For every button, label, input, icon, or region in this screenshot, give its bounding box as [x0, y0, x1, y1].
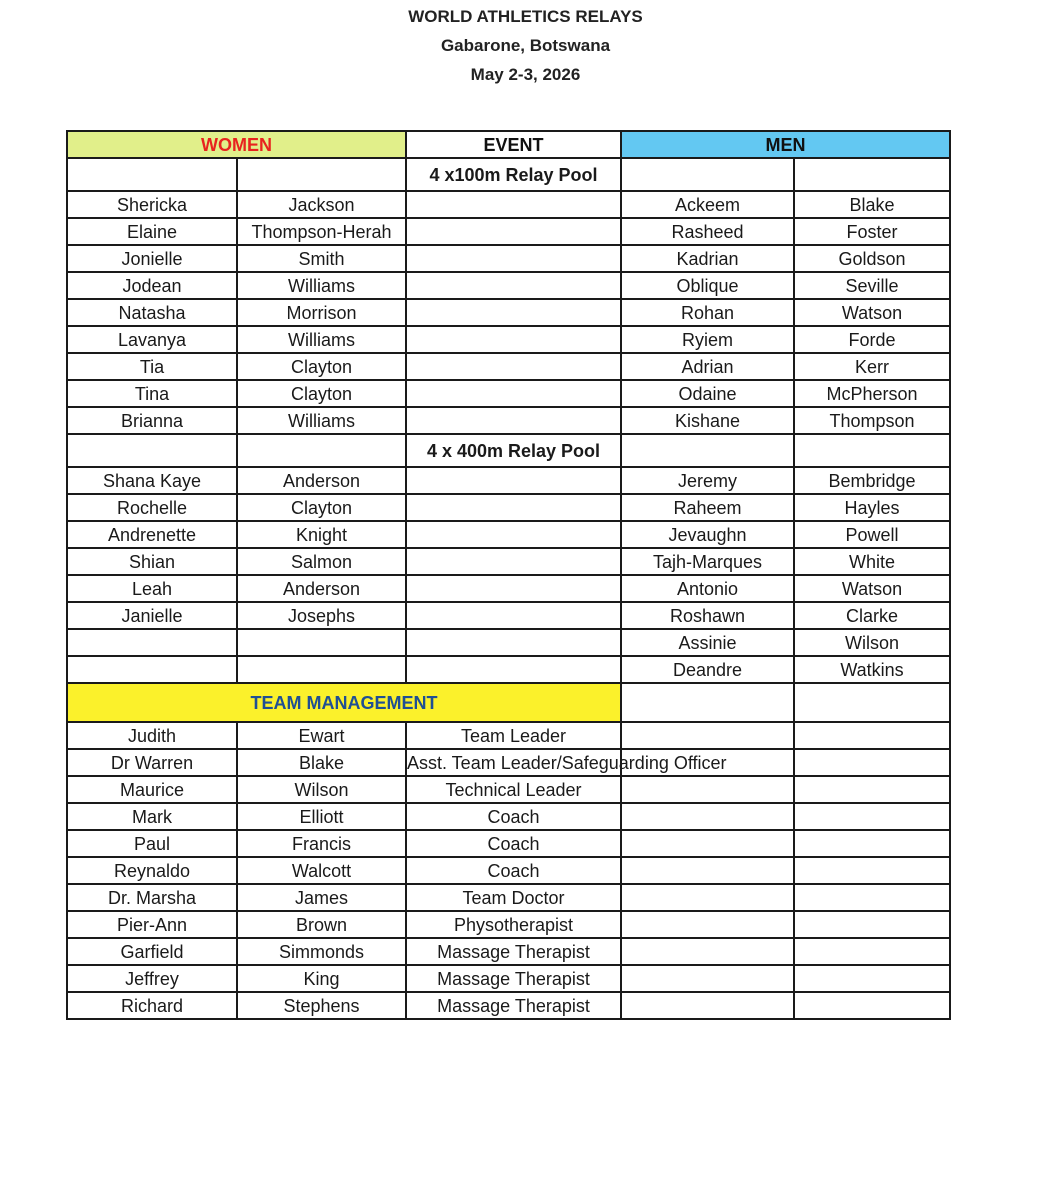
- men-first-name: Ackeem: [621, 191, 794, 218]
- staff-row: [67, 830, 950, 857]
- men-last-name: Clarke: [794, 602, 950, 629]
- staff-role: Massage Therapist: [406, 938, 621, 965]
- staff-role: Coach: [406, 857, 621, 884]
- pool-header-row: [67, 158, 950, 191]
- empty-cell: [406, 326, 621, 353]
- women-last-name: [237, 656, 406, 683]
- empty-cell: [621, 776, 794, 803]
- empty-cell: [794, 722, 950, 749]
- empty-cell: [621, 434, 794, 467]
- staff-role: Physotherapist: [406, 911, 621, 938]
- team-roster-table: [66, 130, 951, 1020]
- athlete-row: [67, 191, 950, 218]
- empty-cell: [406, 272, 621, 299]
- men-first-name: Ryiem: [621, 326, 794, 353]
- staff-first-name: Jeffrey: [67, 965, 237, 992]
- empty-cell: [621, 938, 794, 965]
- event-location: Gabarone, Botswana: [440, 36, 611, 55]
- men-first-name: Raheem: [621, 494, 794, 521]
- men-last-name: Kerr: [794, 353, 950, 380]
- empty-cell: [406, 575, 621, 602]
- staff-last-name: Blake: [237, 749, 406, 776]
- empty-cell: [67, 158, 237, 191]
- team-management-header: TEAM MANAGEMENT: [67, 683, 621, 722]
- athlete-row: [67, 353, 950, 380]
- women-first-name: Andrenette: [67, 521, 237, 548]
- women-last-name: Knight: [237, 521, 406, 548]
- women-last-name: Anderson: [237, 575, 406, 602]
- empty-cell: [621, 722, 794, 749]
- women-last-name: Williams: [237, 272, 406, 299]
- men-last-name: Blake: [794, 191, 950, 218]
- empty-cell: [406, 299, 621, 326]
- women-first-name: Brianna: [67, 407, 237, 434]
- athlete-row: [67, 407, 950, 434]
- women-last-name: Clayton: [237, 380, 406, 407]
- women-last-name: Jackson: [237, 191, 406, 218]
- men-first-name: Roshawn: [621, 602, 794, 629]
- men-first-name: Oblique: [621, 272, 794, 299]
- athlete-row: [67, 272, 950, 299]
- staff-role: Asst. Team Leader/Safeguarding Officer: [406, 749, 621, 776]
- empty-cell: [794, 749, 950, 776]
- staff-last-name: Brown: [237, 911, 406, 938]
- athlete-row: [67, 299, 950, 326]
- staff-first-name: Dr Warren: [67, 749, 237, 776]
- relay-400m-pool-label: 4 x 400m Relay Pool: [406, 434, 621, 467]
- men-last-name: Foster: [794, 218, 950, 245]
- staff-first-name: Garfield: [67, 938, 237, 965]
- women-first-name: [67, 629, 237, 656]
- athlete-row: [67, 656, 950, 683]
- men-last-name: Bembridge: [794, 467, 950, 494]
- staff-first-name: Mark: [67, 803, 237, 830]
- staff-row: [67, 749, 950, 776]
- empty-cell: [794, 965, 950, 992]
- staff-row: [67, 992, 950, 1019]
- men-first-name: Jeremy: [621, 467, 794, 494]
- men-first-name: Odaine: [621, 380, 794, 407]
- staff-last-name: Simmonds: [237, 938, 406, 965]
- women-first-name: Elaine: [67, 218, 237, 245]
- staff-row: [67, 776, 950, 803]
- athlete-row: [67, 548, 950, 575]
- empty-cell: [406, 602, 621, 629]
- empty-cell: [794, 884, 950, 911]
- women-first-name: Shana Kaye: [67, 467, 237, 494]
- men-last-name: Goldson: [794, 245, 950, 272]
- athlete-row: [67, 521, 950, 548]
- staff-first-name: Dr. Marsha: [67, 884, 237, 911]
- empty-cell: [237, 434, 406, 467]
- empty-cell: [406, 353, 621, 380]
- women-last-name: Thompson-Herah: [237, 218, 406, 245]
- empty-cell: [406, 245, 621, 272]
- women-first-name: Shericka: [67, 191, 237, 218]
- empty-cell: [406, 191, 621, 218]
- staff-row: [67, 857, 950, 884]
- event-dates: May 2-3, 2026: [470, 65, 581, 84]
- empty-cell: [406, 494, 621, 521]
- relay-100m-pool-label: 4 x100m Relay Pool: [406, 158, 621, 191]
- women-first-name: Shian: [67, 548, 237, 575]
- empty-cell: [794, 911, 950, 938]
- staff-first-name: Judith: [67, 722, 237, 749]
- pool-header-row: [67, 434, 950, 467]
- men-first-name: Deandre: [621, 656, 794, 683]
- athlete-row: [67, 575, 950, 602]
- men-first-name: Antonio: [621, 575, 794, 602]
- empty-cell: [621, 830, 794, 857]
- staff-role: Massage Therapist: [406, 992, 621, 1019]
- athlete-row: [67, 629, 950, 656]
- women-last-name: [237, 629, 406, 656]
- women-last-name: Smith: [237, 245, 406, 272]
- men-last-name: Powell: [794, 521, 950, 548]
- athlete-row: [67, 380, 950, 407]
- empty-cell: [406, 218, 621, 245]
- men-first-name: Assinie: [621, 629, 794, 656]
- empty-cell: [794, 158, 950, 191]
- staff-row: [67, 803, 950, 830]
- staff-last-name: James: [237, 884, 406, 911]
- women-last-name: Clayton: [237, 353, 406, 380]
- men-first-name: Jevaughn: [621, 521, 794, 548]
- athlete-row: [67, 245, 950, 272]
- women-last-name: Salmon: [237, 548, 406, 575]
- empty-cell: [794, 992, 950, 1019]
- empty-cell: [621, 911, 794, 938]
- staff-last-name: Ewart: [237, 722, 406, 749]
- women-last-name: Morrison: [237, 299, 406, 326]
- staff-last-name: Wilson: [237, 776, 406, 803]
- staff-last-name: Francis: [237, 830, 406, 857]
- staff-first-name: Reynaldo: [67, 857, 237, 884]
- staff-role: Massage Therapist: [406, 965, 621, 992]
- women-first-name: Rochelle: [67, 494, 237, 521]
- men-first-name: Adrian: [621, 353, 794, 380]
- empty-cell: [621, 992, 794, 1019]
- staff-first-name: Maurice: [67, 776, 237, 803]
- empty-cell: [794, 683, 950, 722]
- athlete-row: [67, 326, 950, 353]
- event-title: WORLD ATHLETICS RELAYS: [408, 7, 643, 26]
- women-column-header: WOMEN: [67, 131, 406, 158]
- staff-role: Technical Leader: [406, 776, 621, 803]
- women-last-name: Williams: [237, 326, 406, 353]
- men-first-name: Rasheed: [621, 218, 794, 245]
- men-first-name: Rohan: [621, 299, 794, 326]
- women-first-name: Janielle: [67, 602, 237, 629]
- men-last-name: Watson: [794, 575, 950, 602]
- staff-role: Team Doctor: [406, 884, 621, 911]
- empty-cell: [406, 407, 621, 434]
- management-header-row: [67, 683, 950, 722]
- men-last-name: Wilson: [794, 629, 950, 656]
- women-first-name: Natasha: [67, 299, 237, 326]
- men-last-name: Watkins: [794, 656, 950, 683]
- empty-cell: [794, 857, 950, 884]
- women-first-name: Lavanya: [67, 326, 237, 353]
- men-column-header: MEN: [621, 131, 950, 158]
- empty-cell: [621, 857, 794, 884]
- staff-row: [67, 965, 950, 992]
- empty-cell: [67, 434, 237, 467]
- women-first-name: Tina: [67, 380, 237, 407]
- men-first-name: Kadrian: [621, 245, 794, 272]
- empty-cell: [794, 803, 950, 830]
- empty-cell: [237, 158, 406, 191]
- athlete-row: [67, 218, 950, 245]
- men-last-name: Seville: [794, 272, 950, 299]
- empty-cell: [406, 521, 621, 548]
- empty-cell: [406, 380, 621, 407]
- women-first-name: [67, 656, 237, 683]
- empty-cell: [621, 158, 794, 191]
- staff-row: [67, 938, 950, 965]
- staff-last-name: King: [237, 965, 406, 992]
- women-first-name: Tia: [67, 353, 237, 380]
- men-last-name: McPherson: [794, 380, 950, 407]
- empty-cell: [794, 938, 950, 965]
- men-first-name: Kishane: [621, 407, 794, 434]
- staff-role: Coach: [406, 830, 621, 857]
- staff-role: Coach: [406, 803, 621, 830]
- empty-cell: [794, 830, 950, 857]
- men-last-name: White: [794, 548, 950, 575]
- empty-cell: [621, 803, 794, 830]
- women-first-name: Jodean: [67, 272, 237, 299]
- staff-first-name: Pier-Ann: [67, 911, 237, 938]
- staff-first-name: Paul: [67, 830, 237, 857]
- men-last-name: Watson: [794, 299, 950, 326]
- staff-last-name: Stephens: [237, 992, 406, 1019]
- empty-cell: [621, 884, 794, 911]
- empty-cell: [406, 467, 621, 494]
- men-last-name: Hayles: [794, 494, 950, 521]
- empty-cell: [621, 965, 794, 992]
- staff-role: Team Leader: [406, 722, 621, 749]
- men-first-name: Tajh-Marques: [621, 548, 794, 575]
- empty-cell: [406, 656, 621, 683]
- column-header-row: [67, 131, 950, 158]
- empty-cell: [794, 434, 950, 467]
- staff-first-name: Richard: [67, 992, 237, 1019]
- athlete-row: [67, 467, 950, 494]
- athlete-row: [67, 494, 950, 521]
- women-first-name: Leah: [67, 575, 237, 602]
- women-last-name: Williams: [237, 407, 406, 434]
- staff-row: [67, 911, 950, 938]
- women-last-name: Clayton: [237, 494, 406, 521]
- staff-last-name: Walcott: [237, 857, 406, 884]
- empty-cell: [406, 548, 621, 575]
- athlete-row: [67, 602, 950, 629]
- staff-last-name: Elliott: [237, 803, 406, 830]
- staff-row: [67, 722, 950, 749]
- women-last-name: Josephs: [237, 602, 406, 629]
- empty-cell: [794, 776, 950, 803]
- men-last-name: Thompson: [794, 407, 950, 434]
- men-last-name: Forde: [794, 326, 950, 353]
- women-last-name: Anderson: [237, 467, 406, 494]
- empty-cell: [406, 629, 621, 656]
- event-column-header: EVENT: [406, 131, 621, 158]
- empty-cell: [621, 683, 794, 722]
- women-first-name: Jonielle: [67, 245, 237, 272]
- staff-row: [67, 884, 950, 911]
